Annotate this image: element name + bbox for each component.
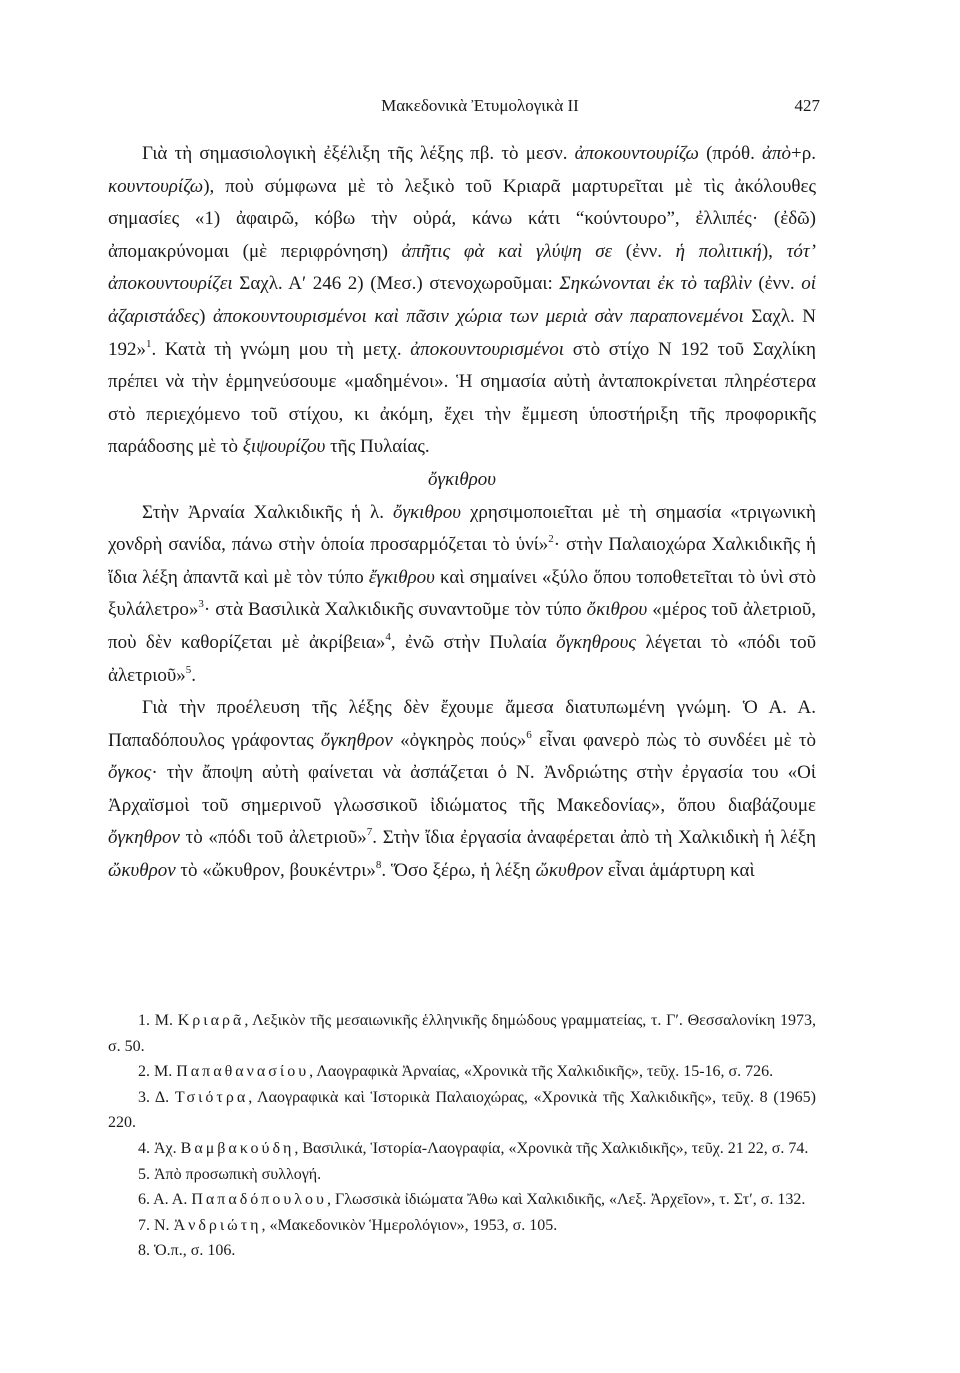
text-run: «μέρος τοῦ ἀλετριοῦ, ποὺ δὲν καθορίζεται μὲ ἀκρίβεια» [108, 599, 817, 653]
italic-term: ὤκυθρον [535, 860, 604, 882]
footnote-author: Παπαδόπουλου [191, 1191, 327, 1209]
footnotes [108, 1008, 816, 1264]
footnote-text: , Λεξικὸν τῆς μεσαιωνικῆς ἑλληνικῆς δημώδους γραμματείας, τ. Γ′. Θεσσαλονίκη 1973, σ. 50. [108, 1012, 816, 1055]
italic-term: ξιψουρίζου [242, 436, 326, 458]
italic-term: ἀπὸ [762, 143, 792, 164]
italic-term: ὄκιθρου [586, 599, 648, 621]
footnote-8 [108, 1238, 816, 1264]
footnote-7 [108, 1213, 816, 1239]
text-run: «ὀγκηρὸς πούς» [392, 729, 527, 751]
text-run: Σαχλ. Α′ 246 2) (Μεσ.) στενοχωροῦμαι: [232, 273, 560, 295]
section-heading: ὄγκιθρου [427, 468, 497, 490]
text-run: καὶ σημαίνει «ξύλο ὅπου τοποθετεῖται τὸ ὑνὶ στὸ ξυλάλετρο» [108, 566, 816, 621]
footnote-prefix: 3. Δ. [138, 1088, 175, 1106]
text-run: · στὰ Βασιλικὰ Χαλκιδικῆς συναντοῦμε τὸν τύπο [203, 599, 587, 621]
footnote-text: 5. Ἀπὸ προσωπικὴ συλλογή. [138, 1165, 322, 1183]
italic-term: ἀποκουντουρισμένοι [410, 338, 565, 360]
text-run: , ἐνῶ στὴν Πυλαία [390, 631, 557, 653]
italic-term: ὄγκηθρον [320, 729, 393, 751]
footnote-ref: 7 [366, 826, 373, 839]
italic-term: τότ’ ἀποκουντουρίζει [108, 240, 817, 295]
text-run: ), ποὺ σύμφωνα μὲ τὸ λεξικὸ τοῦ Κριαρᾶ μαρτυρεῖται μὲ τὶς ἀκόλουθες σημασίες «1) ἀφαιρῶ, κόβω τὴν οὐρά, κάνω κάτι “κούντουρο”, ἐλλιπές· (ἐδῶ) ἀπομακρύνομαι (μὲ περιφρόνηση) [108, 175, 816, 262]
footnote-author: Παπαθανασίου [176, 1063, 310, 1081]
italic-term: ἀποκουντουρίζω [574, 143, 699, 164]
footnote-prefix: 1. Μ. [138, 1012, 178, 1029]
body-text [108, 138, 816, 888]
italic-term: οἱ ἀζαριστάδες [108, 273, 816, 327]
italic-term: ὄγκηθρους [556, 631, 637, 653]
text-run: . Ὅσο ξέρω, ἡ λέξη [381, 860, 536, 882]
text-run: Στὴν Ἀρναία Χαλκιδικῆς ἡ λ. [142, 501, 393, 523]
footnote-4 [108, 1136, 816, 1162]
text-run: · τὴν ἄποψη αὐτὴ φαίνεται νὰ ἀσπάζεται ὁ Ν. Ἀνδριώτης στὴν ἐργασία του «Οἱ Ἀρχαϊσμοὶ τοῦ σημερινοῦ γλωσσικοῦ ἰδιώματος τῆς Μακεδονίας», ὅπου διαβάζουμε [108, 762, 816, 816]
text-run: . [191, 664, 197, 686]
italic-term: ὤκυθρον [108, 860, 176, 882]
text-run: Γιὰ τὴν προέλευση τῆς λέξης δὲν ἔχουμε ἄμεσα διατυπωμένη γνώμη. Ὁ Α. Α. Παπαδόπουλος γράφοντας [108, 697, 816, 751]
italic-term: ἀποκουντουρισμένοι καὶ πᾶσιν χώρια των μεριὰ σὰν παραπονεμένοι [213, 305, 744, 327]
text-run: τῆς Πυλαίας. [325, 436, 430, 458]
italic-term: κουντουρίζω [108, 175, 204, 197]
footnote-ref: 3 [198, 598, 204, 611]
footnote-text: , Βασιλικά, Ἱστορία-Λαογραφία, «Χρονικὰ τῆς Χαλκιδικῆς», τεῦχ. 21 22, σ. 74. [294, 1139, 809, 1157]
italic-term: ὄγκος [108, 762, 152, 784]
footnote-prefix: 7. Ν. [138, 1216, 174, 1234]
italic-term: ἔγκιθρου [368, 566, 435, 588]
footnote-author: Ἀνδριώτη [173, 1216, 262, 1234]
text-run: ), [761, 240, 787, 262]
italic-term: ἡ πολιτική [675, 240, 762, 262]
text-run: εἶναι φανερὸ πὼς τὸ συνδέει μὲ τὸ [531, 729, 816, 751]
page-number: 427 [794, 96, 820, 115]
footnote-text: 8. Ὁ.π., σ. 106. [138, 1242, 236, 1260]
running-title: Μακεδονικὰ Ἐτυμολογικὰ ΙΙ [381, 96, 579, 115]
italic-term: Σηκώνονται ἐκ τὸ ταβλὶν [559, 273, 752, 295]
footnote-prefix: 2. Μ. [138, 1063, 177, 1081]
footnote-ref: 4 [385, 630, 391, 643]
footnote-author: Βαμβακούδη [180, 1139, 295, 1157]
footnote-author: Τσιότρα [174, 1088, 249, 1106]
paragraph-1 [108, 138, 816, 464]
text-run: τὸ «πόδι τοῦ ἀλετριοῦ» [179, 827, 367, 849]
paragraph-3 [108, 692, 816, 888]
footnote-prefix: 6. Α. Α. [138, 1191, 192, 1209]
footnote-ref: 5 [185, 663, 192, 676]
italic-term: ὄγκηθρον [108, 827, 180, 849]
footnote-1 [108, 1008, 816, 1059]
footnote-text: , Γλωσσικὰ ἰδιώματα Ἄθω καὶ Χαλκιδικῆς, «Λεξ. Ἀρχεῖον», τ. Στ′, σ. 132. [326, 1191, 806, 1209]
italic-term: ὄγκιθρου [392, 501, 462, 523]
text-run: (πρόθ. [698, 143, 763, 164]
footnote-2 [108, 1059, 816, 1085]
footnote-ref: 8 [375, 859, 382, 872]
footnote-5 [108, 1162, 816, 1188]
text-run: Γιὰ τὴ σημασιολογικὴ ἐξέλιξη τῆς λέξης πβ. τὸ μεσν. [142, 143, 575, 164]
footnote-text: , «Μακεδονικὸν Ἡμερολόγιον», 1953, σ. 105. [261, 1216, 558, 1234]
footnote-3 [108, 1085, 816, 1136]
footnote-author: Κριαρᾶ [177, 1012, 245, 1029]
text-run: +ρ. [791, 143, 816, 164]
text-run: (ἐνν. [751, 273, 802, 295]
text-run: τὸ «ὤκυθρον, βουκέντρι» [175, 860, 376, 882]
text-run: ) [199, 305, 214, 327]
text-run: Σαχλ. Ν 192» [108, 305, 817, 360]
footnote-prefix: 4. Ἀχ. [138, 1139, 181, 1157]
italic-term: ἀπῆτις φὰ καὶ γλύψη σε [401, 240, 613, 262]
text-run: λέγεται τὸ «πόδι τοῦ ἀλετριοῦ» [108, 631, 817, 686]
footnote-ref: 2 [548, 533, 554, 546]
footnote-text: , Λαογραφικὰ καὶ Ἱστορικὰ Παλαιοχώρας, «Χρονικὰ τῆς Χαλκιδικῆς», τεῦχ. 8 (1965) 220. [108, 1088, 817, 1132]
text-run: (ἐνν. [612, 240, 676, 262]
footnote-6 [108, 1187, 816, 1213]
text-run: στὸ στίχο Ν 192 τοῦ Σαχλίκη πρέπει νὰ τὴν ἑρμηνεύσουμε «μαδημένοι». Ἡ σημασία αὐτὴ ἀνταποκρίνεται πληρέστερα στὸ περιεχόμενο τοῦ στίχου, κι ἀκόμη, ἔχει τὴν ἔμμεση ὑποστήριξη τῆς προφορικῆς παράδοσης μὲ τὸ [108, 338, 816, 458]
text-run: χρησιμοποιεῖται μὲ τὴ σημασία «τριγωνικὴ χονδρὴ σανίδα, πάνω στὴν ὁποία προσαρμόζεται τὸ ὑνί» [108, 501, 816, 556]
text-run: . Κατὰ τὴ γνώμη μου τὴ μετχ. [151, 338, 411, 360]
footnote-ref: 6 [526, 728, 532, 741]
text-run: · στὴν Παλαιοχώρα Χαλκιδικῆς ἡ ἴδια λέξη ἀπαντᾶ καὶ μὲ τὸν τύπο [108, 534, 816, 588]
text-run: . Στὴν ἴδια ἐργασία ἀναφέρεται ἀπὸ τὴ Χαλκιδικὴ ἡ λέξη [372, 827, 816, 849]
text-run: εἶναι ἁμάρτυρη καὶ [603, 860, 755, 882]
footnote-text: , Λαογραφικὰ Ἀρναίας, «Χρονικὰ τῆς Χαλκιδικῆς», τεῦχ. 15-16, σ. 726. [309, 1063, 774, 1081]
paragraph-2 [108, 497, 816, 693]
footnote-ref: 1 [146, 337, 152, 350]
